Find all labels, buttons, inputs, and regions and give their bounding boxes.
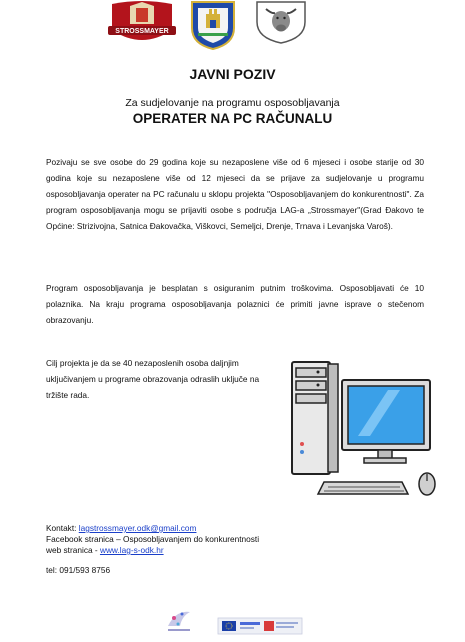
contact-label: Kontakt: [46, 523, 79, 533]
website-line [46, 545, 346, 556]
paragraph-eligibility: Pozivaju se sve osobe do 29 godina koje su nezaposlene više od 6 mjeseci i osobe starije od 30 godina koje su nezaposlene više od 12 mjeseci da se prijave za sudjelovanje u programu osposobljavanja operater na PC računalu u sklopu projekta "Osposobljavanjem do konkurentnosti". Za program osposobljavanja mogu se prijaviti osobe s područja LAG-a „Strossmayer"(Grad Đakovo te Općine: Strizivojna, Satnica Đakovačka, Viškovci, Semeljci, Drenje, Trnava i Levanjska Varoš). [46, 157, 424, 231]
desktop-computer-illustration [288, 356, 438, 496]
contact-block [46, 523, 346, 556]
hzz-logo [168, 612, 190, 631]
paragraph-program-info: Program osposobljavanja je besplatan s osiguranim putnim troškovima. Osposobljavati će 10 polaznika. Na kraju programa osposobljavanja polaznici će primiti javne isprave o stečenom obrazovanju. [46, 283, 424, 325]
document-title: JAVNI POZIV [189, 66, 276, 82]
document-subtitle: Za sudjelovanje na programu osposobljavanja [125, 97, 340, 109]
phone-number: tel: 091/593 8756 [46, 565, 111, 575]
strossmayer-logo [106, 0, 178, 46]
website-label: web stranica - [46, 545, 100, 555]
website-link[interactable]: www.lag-s-odk.hr [99, 545, 164, 555]
strossmayer-logo-text: STROSSMAYER [115, 28, 169, 35]
djakovo-coat-of-arms [188, 0, 238, 50]
footer-logos [160, 604, 310, 638]
paragraph-project-goal: Cilj projekta je da se 40 nezaposlenih osoba daljnjim uključivanjem u programe obrazovanja odraslih uključe na tržište rada. [46, 358, 260, 400]
contact-email-link[interactable]: lagstrossmayer.odk@gmail.com [78, 523, 197, 533]
contact-email-line [46, 523, 346, 534]
header-logos [0, 0, 465, 50]
eu-esf-logo [218, 618, 302, 634]
program-name: OPERATER NA PC RAČUNALU [132, 111, 333, 126]
ox-head-coat-of-arms [254, 0, 308, 44]
facebook-line: Facebook stranica – Osposobljavanjem do konkurentnosti [46, 534, 260, 544]
